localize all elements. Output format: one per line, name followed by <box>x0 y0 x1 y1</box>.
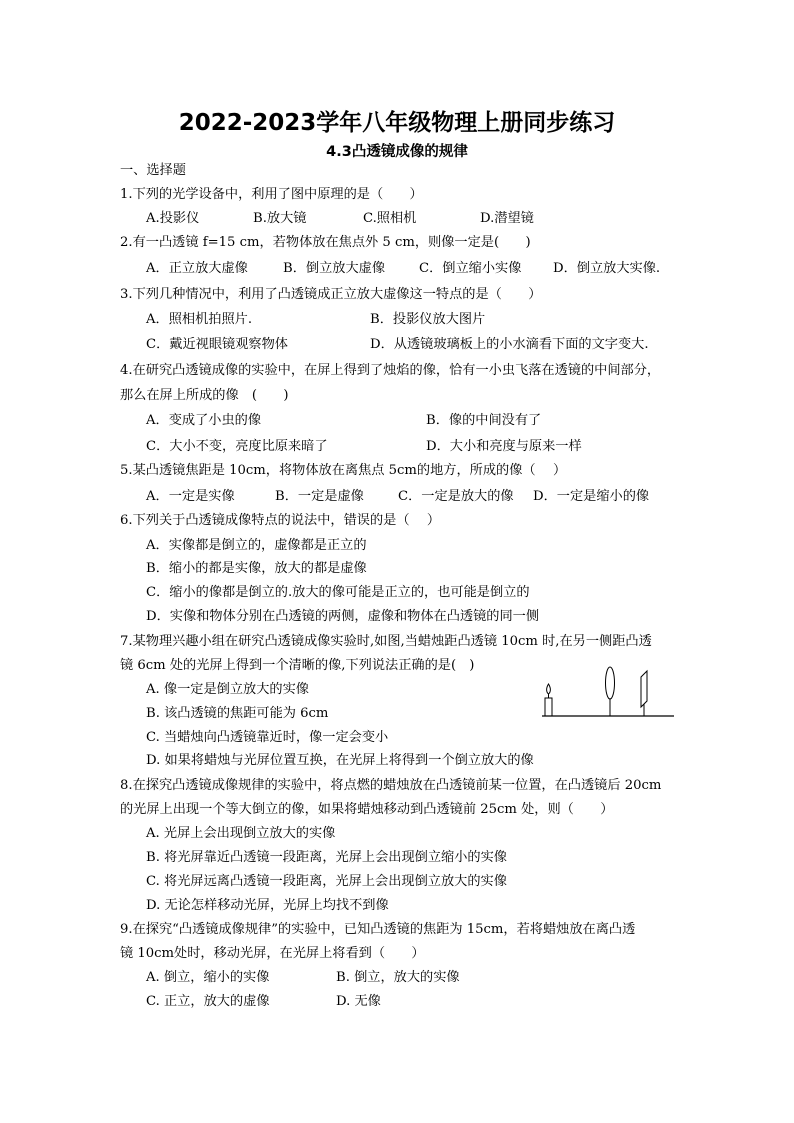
q5-option-a: A．一定是实像 <box>146 489 235 504</box>
q1-option-b: B.放大镜 <box>253 211 307 226</box>
q7-stem-line2: 镜 6cm 处的光屏上得到一个清晰的像,下列说法正确的是( ) <box>120 658 475 673</box>
q4-option-b: B．像的中间没有了 <box>426 413 542 428</box>
q2-option-b: B．倒立放大虚像 <box>283 261 386 276</box>
q7-option-a: A. 像一定是倒立放大的实像 <box>146 682 309 697</box>
q6-option-b: B．缩小的都是实像，放大的都是虚像 <box>146 561 367 576</box>
q7-option-d: D. 如果将蜡烛与光屏位置互换，在光屏上将得到一个倒立放大的像 <box>146 753 534 768</box>
q1-option-a: A.投影仪 <box>146 211 200 226</box>
q4-option-c: C．大小不变，亮度比原来暗了 <box>146 439 328 454</box>
q8-stem-line1: 8.在探究凸透镜成像规律的实验中，将点燃的蜡烛放在凸透镜前某一位置，在凸透镜后 20cm <box>120 778 662 793</box>
q2-option-c: C．倒立缩小实像 <box>419 261 522 276</box>
q2-option-a: A．正立放大虚像 <box>146 261 248 276</box>
q9-option-c: C. 正立，放大的虚像 <box>146 994 270 1009</box>
q2-stem: 2.有一凸透镜 f=15 cm，若物体放在焦点外 5 cm，则像一定是( ) <box>120 235 531 250</box>
q1-stem: 1.下列的光学设备中，利用了图中原理的是（ ） <box>120 187 423 202</box>
q5-stem: 5.某凸透镜焦距是 10cm，将物体放在离焦点 5cm的地方，所成的像（ ） <box>120 463 567 478</box>
q7-option-c: C. 当蜡烛向凸透镜靠近时，像一定会变小 <box>146 730 389 745</box>
q3-option-c: C．戴近视眼镜观察物体 <box>146 337 288 352</box>
candle-icon <box>545 684 552 716</box>
page-title: 2022-2023学年八年级物理上册同步练习 <box>178 110 616 136</box>
q3-option-a: A．照相机拍照片. <box>146 312 253 327</box>
section-heading: 一、选择题 <box>120 163 186 178</box>
q8-option-a: A. 光屏上会出现倒立放大的实像 <box>146 826 336 841</box>
q1-option-d: D.潜望镜 <box>480 211 534 226</box>
q5-option-c: C．一定是放大的像 <box>398 489 514 504</box>
q3-option-d: D．从透镜玻璃板上的小水滴看下面的文字变大. <box>370 337 649 352</box>
q9-option-d: D. 无像 <box>336 994 381 1009</box>
q6-option-d: D．实像和物体分别在凸透镜的两侧，虚像和物体在凸透镜的同一侧 <box>146 609 540 624</box>
q9-stem-line2: 镜 10cm处时，移动光屏，在光屏上将看到（ ） <box>120 946 425 961</box>
q6-option-a: A．实像都是倒立的，虚像都是正立的 <box>146 538 367 553</box>
q8-stem-line2: 的光屏上出现一个等大倒立的像，如果将蜡烛移动到凸透镜前 25cm 处，则（ ） <box>120 802 614 817</box>
q7-stem-line1: 7.某物理兴趣小组在研究凸透镜成像实验时,如图,当蜡烛距凸透镜 10cm 时,在另一侧距凸透 <box>120 634 652 649</box>
q4-stem-line2: 那么在屏上所成的像 ( ) <box>120 388 289 403</box>
light-screen-icon <box>641 671 647 716</box>
q8-option-c: C. 将光屏远离凸透镜一段距离，光屏上会出现倒立放大的实像 <box>146 874 507 889</box>
q1-option-c: C.照相机 <box>363 211 417 226</box>
q8-option-d: D. 无论怎样移动光屏，光屏上均找不到像 <box>146 898 389 913</box>
q5-option-b: B．一定是虚像 <box>275 489 364 504</box>
page-subtitle: 4.3凸透镜成像的规律 <box>326 144 468 160</box>
q4-option-d: D．大小和亮度与原来一样 <box>426 439 582 454</box>
q3-stem: 3.下列几种情况中，利用了凸透镜成正立放大虚像这一特点的是（ ） <box>120 287 542 302</box>
q9-stem-line1: 9.在探究“凸透镜成像规律”的实验中，已知凸透镜的焦距为 15cm，若将蜡烛放在离凸透 <box>120 922 636 937</box>
q3-option-b: B．投影仪放大图片 <box>370 312 486 327</box>
q2-option-d: D．倒立放大实像. <box>553 261 661 276</box>
q5-option-d: D．一定是缩小的像 <box>533 489 650 504</box>
convex-lens-icon <box>606 667 615 716</box>
q7-lens-setup-figure <box>540 663 680 721</box>
q4-option-a: A．变成了小虫的像 <box>146 413 262 428</box>
q9-option-b: B. 倒立，放大的实像 <box>336 970 460 985</box>
q6-option-c: C．缩小的像都是倒立的.放大的像可能是正立的，也可能是倒立的 <box>146 585 530 600</box>
q7-option-b: B. 该凸透镜的焦距可能为 6cm <box>146 706 329 721</box>
q8-option-b: B. 将光屏靠近凸透镜一段距离，光屏上会出现倒立缩小的实像 <box>146 850 507 865</box>
q9-option-a: A. 倒立，缩小的实像 <box>146 970 270 985</box>
q6-stem: 6.下列关于凸透镜成像特点的说法中，错误的是（ ） <box>120 513 441 528</box>
q4-stem-line1: 4.在研究凸透镜成像的实验中，在屏上得到了烛焰的像，恰有一小虫飞落在透镜的中间部分， <box>120 363 661 378</box>
